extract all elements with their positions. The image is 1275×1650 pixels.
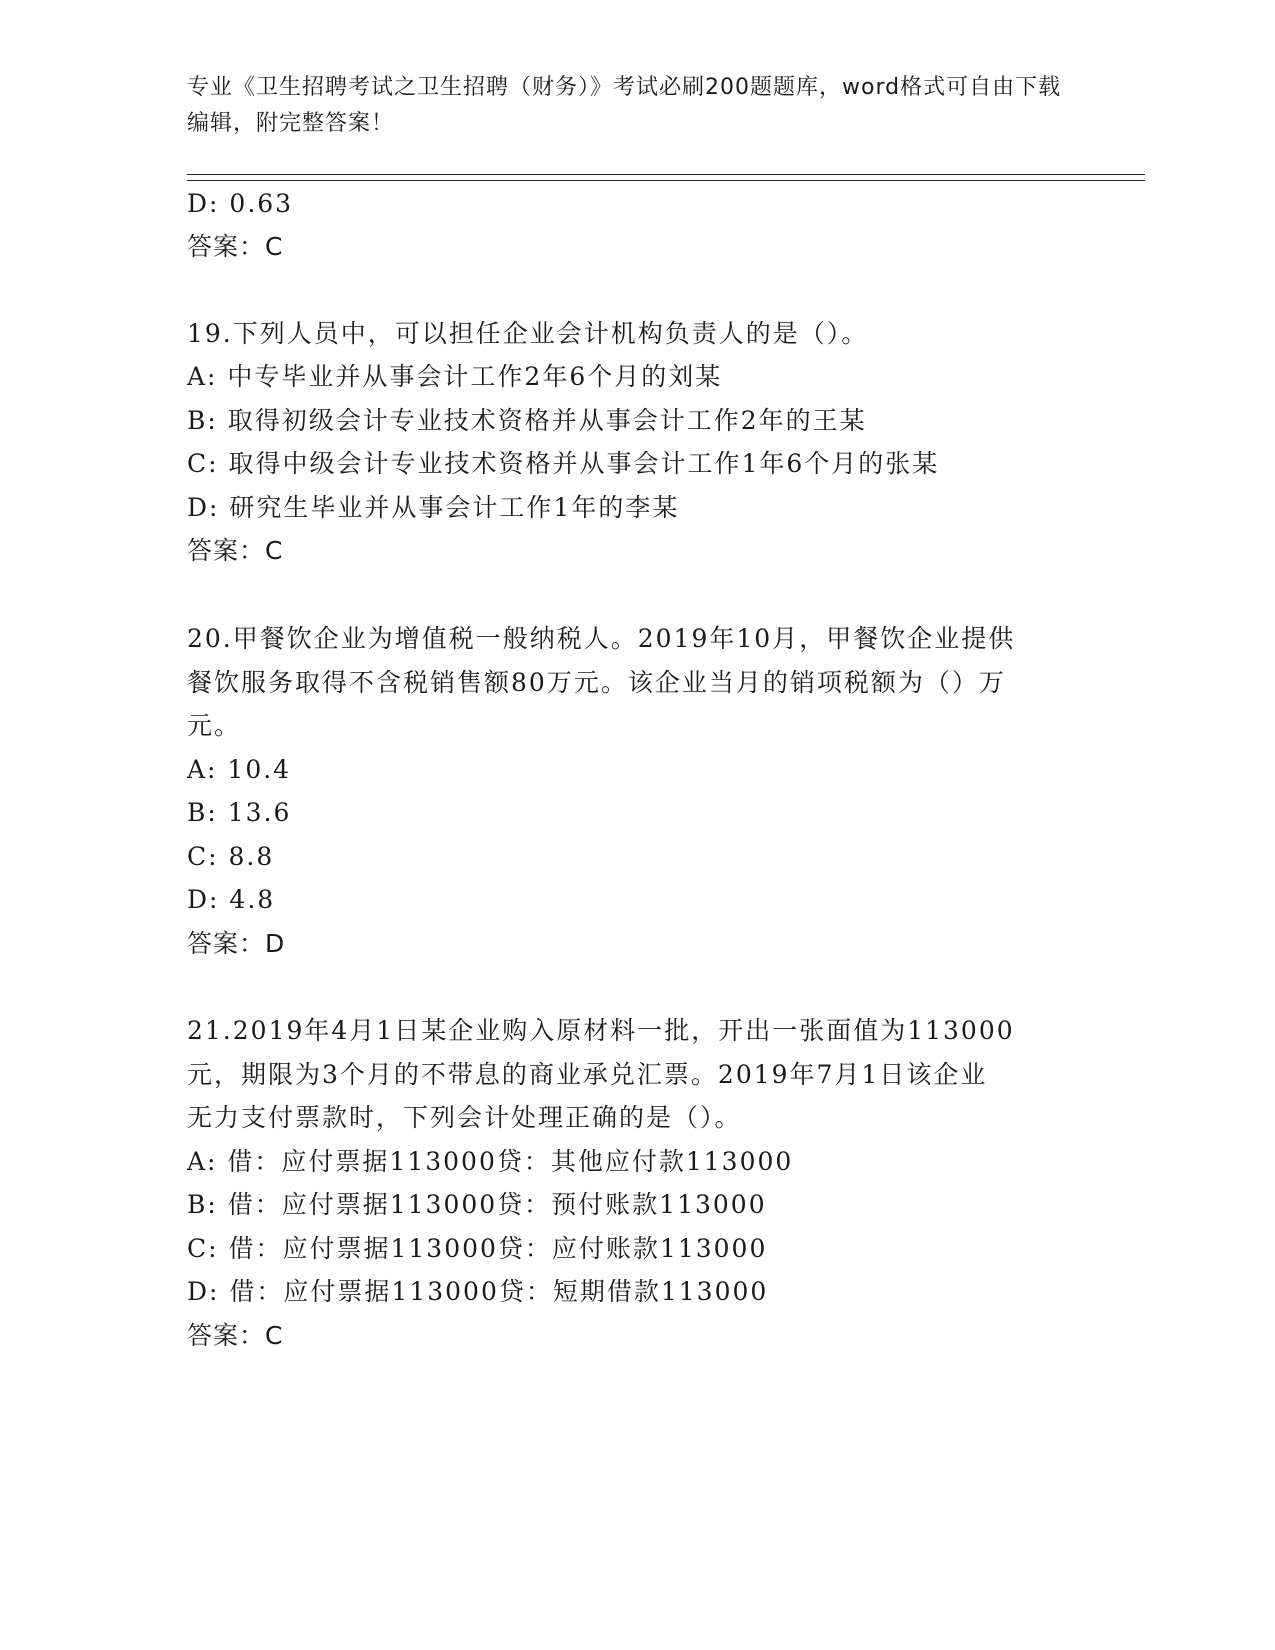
document-header: 专业《卫生招聘考试之卫生招聘（财务）》考试必刷200题题库，word格式可自由下载编辑，附完整答案！ <box>187 75 1062 136</box>
q20-stem-line-1: 20.甲餐饮企业为增值税一般纳税人。2019年10月，甲餐饮企业提供 <box>187 624 1016 653</box>
q20-option-a: A: 10.4 <box>187 755 292 784</box>
prev-question-answer: 答案：C <box>187 232 284 261</box>
q19-option-a: A: 中专毕业并从事会计工作2年6个月的刘某 <box>187 362 723 391</box>
q21-stem-line-1: 21.2019年4月1日某企业购入原材料一批，开出一张面值为113000 <box>187 1016 1015 1045</box>
header-rule-top <box>187 174 1145 175</box>
q20-option-b: B: 13.6 <box>187 798 292 827</box>
q20-stem-line-3: 元。 <box>187 711 242 740</box>
q21-stem-line-2: 元，期限为3个月的不带息的商业承兑汇票。2019年7月1日该企业 <box>187 1060 988 1089</box>
q19-stem: 19.下列人员中，可以担任企业会计机构负责人的是（）。 <box>187 319 869 348</box>
q20-stem-line-2: 餐饮服务取得不含税销售额80万元。该企业当月的销项税额为（）万 <box>187 668 1006 697</box>
q19-answer: 答案：C <box>187 536 284 565</box>
q19-option-d: D: 研究生毕业并从事会计工作1年的李某 <box>187 493 680 522</box>
q21-option-d: D: 借：应付票据113000贷：短期借款113000 <box>187 1277 769 1306</box>
q21-option-b: B: 借：应付票据113000贷：预付账款113000 <box>187 1190 767 1219</box>
q19-option-b: B: 取得初级会计专业技术资格并从事会计工作2年的王某 <box>187 406 867 435</box>
q21-option-a: A: 借：应付票据113000贷：其他应付款113000 <box>187 1147 794 1176</box>
prev-question-option-d: D: 0.63 <box>187 189 294 218</box>
q20-option-c: C: 8.8 <box>187 842 275 871</box>
q21-answer: 答案：C <box>187 1321 284 1350</box>
header-rule-bottom <box>187 180 1145 181</box>
q20-option-d: D: 4.8 <box>187 885 276 914</box>
q19-option-c: C: 取得中级会计专业技术资格并从事会计工作1年6个月的张某 <box>187 449 940 478</box>
q20-answer: 答案：D <box>187 929 286 958</box>
q21-stem-line-3: 无力支付票款时，下列会计处理正确的是（）。 <box>187 1103 742 1132</box>
q21-option-c: C: 借：应付票据113000贷：应付账款113000 <box>187 1234 768 1263</box>
